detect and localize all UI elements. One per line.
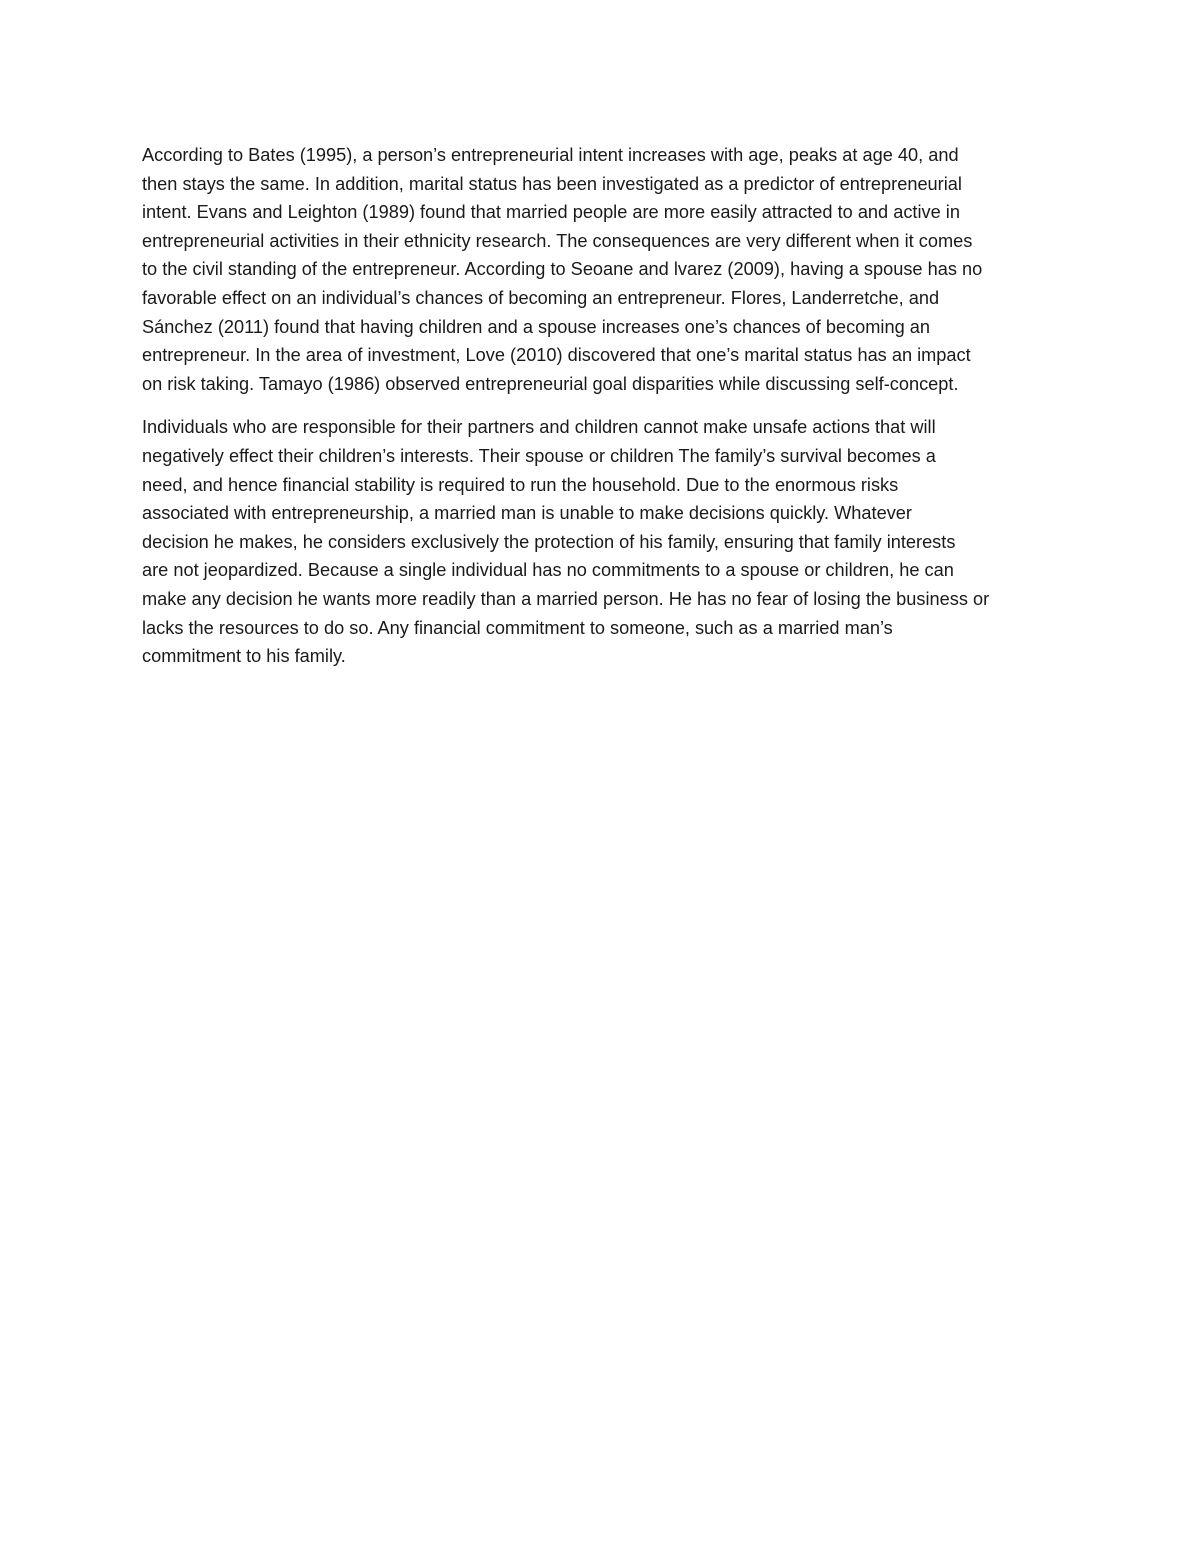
text-line: are not jeopardized. Because a single individual has no commitments to a spouse or children, he can [142,560,954,581]
text-line: entrepreneur. In the area of investment, Love (2010) discovered that one’s marital status has an impact [142,345,971,366]
text-line: make any decision he wants more readily than a married person. He has no fear of losing the business or [142,588,990,609]
text-line: According to Bates (1995), a person’s entrepreneurial intent increases with age, peaks at age 40, and [142,145,959,165]
text-line: need, and hence financial stability is required to run the household. Due to the enormous risks [142,474,899,495]
text-line: commitment to his family. [142,646,346,667]
text-line: lacks the resources to do so. Any financial commitment to someone, such as a married man’s [142,617,893,638]
text-line: negatively effect their children’s interests. Their spouse or children The family’s survival becomes a [142,445,936,466]
paragraph-2 [142,413,1067,670]
text-line: Sánchez (2011) found that having children and a spouse increases one’s chances of becoming an [142,316,930,337]
text-line: Individuals who are responsible for their partners and children cannot make unsafe actions that will [142,417,936,438]
paragraph-1 [142,141,1067,398]
text-line: entrepreneurial activities in their ethnicity research. The consequences are very different when it comes [142,230,973,251]
text-line: then stays the same. In addition, marital status has been investigated as a predictor of entrepreneurial [142,173,962,194]
text-line: to the civil standing of the entrepreneur. According to Seoane and lvarez (2009), having a spouse has no [142,259,983,280]
document-body [142,141,1067,671]
text-line: decision he makes, he considers exclusively the protection of his family, ensuring that family interests [142,531,956,552]
text-line: on risk taking. Tamayo (1986) observed entrepreneurial goal disparities while discussing self-concept. [142,373,959,394]
text-line: intent. Evans and Leighton (1989) found that married people are more easily attracted to and active in [142,202,960,223]
text-line: favorable effect on an individual’s chances of becoming an entrepreneur. Flores, Landerretche, and [142,287,940,308]
text-line: associated with entrepreneurship, a married man is unable to make decisions quickly. Whatever [142,503,912,524]
